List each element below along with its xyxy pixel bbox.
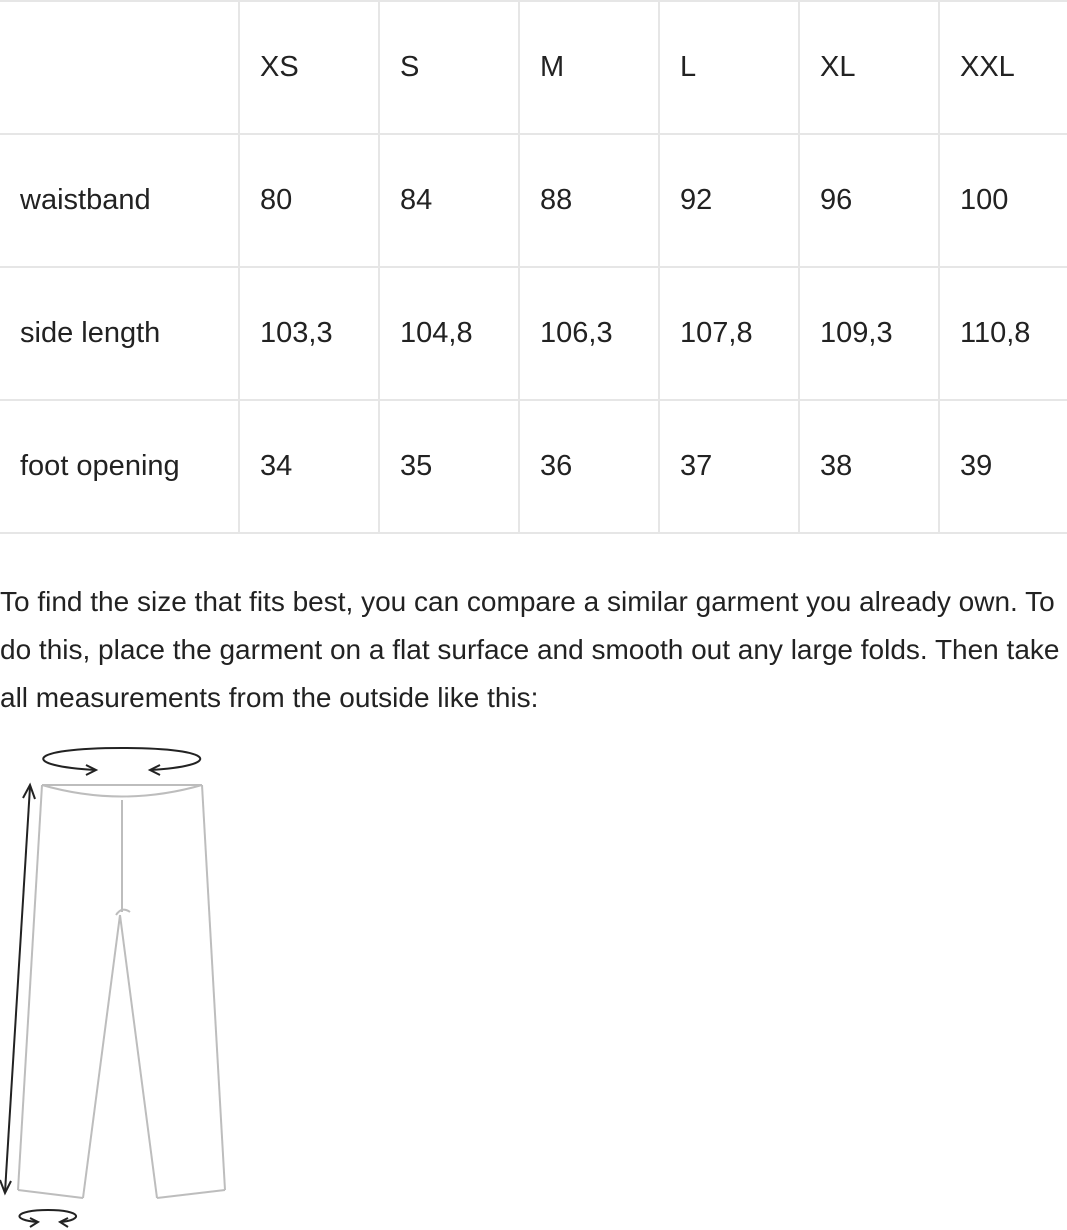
table-cell: 106,3 xyxy=(519,267,659,400)
table-cell: 36 xyxy=(519,400,659,533)
trousers-outline xyxy=(18,785,225,1198)
table-cell: 84 xyxy=(379,134,519,267)
size-header-m: M xyxy=(519,1,659,134)
table-cell: 107,8 xyxy=(659,267,799,400)
size-chart-table xyxy=(0,0,1067,534)
table-cell: 34 xyxy=(239,400,379,533)
table-cell: 104,8 xyxy=(379,267,519,400)
table-row xyxy=(0,267,1067,400)
table-cell: 110,8 xyxy=(939,267,1067,400)
size-header-xl: XL xyxy=(799,1,939,134)
size-header-xs: XS xyxy=(239,1,379,134)
row-label-waistband: waistband xyxy=(0,134,239,267)
table-cell: 96 xyxy=(799,134,939,267)
table-header-corner xyxy=(0,1,239,134)
table-cell: 109,3 xyxy=(799,267,939,400)
size-header-xxl: XXL xyxy=(939,1,1067,134)
trousers-measurement-icon xyxy=(0,740,240,1230)
size-header-s: S xyxy=(379,1,519,134)
table-row xyxy=(0,400,1067,533)
table-cell: 100 xyxy=(939,134,1067,267)
table-cell: 103,3 xyxy=(239,267,379,400)
foot-opening-arrow-icon xyxy=(19,1210,76,1227)
waistband-arrow-icon xyxy=(43,748,200,775)
measurement-instructions: To find the size that fits best, you can compare a similar garment you already own. To do this, place the garment on a flat surface and smooth out any large folds. Then take all measurements from the outside like this: xyxy=(0,586,1060,713)
table-cell: 92 xyxy=(659,134,799,267)
table-row xyxy=(0,134,1067,267)
table-header-row xyxy=(0,1,1067,134)
size-header-l: L xyxy=(659,1,799,134)
row-label-foot-opening: foot opening xyxy=(0,400,239,533)
table-cell: 80 xyxy=(239,134,379,267)
row-label-side-length: side length xyxy=(0,267,239,400)
table-cell: 35 xyxy=(379,400,519,533)
table-cell: 39 xyxy=(939,400,1067,533)
table-cell: 37 xyxy=(659,400,799,533)
table-cell: 38 xyxy=(799,400,939,533)
table-cell: 88 xyxy=(519,134,659,267)
